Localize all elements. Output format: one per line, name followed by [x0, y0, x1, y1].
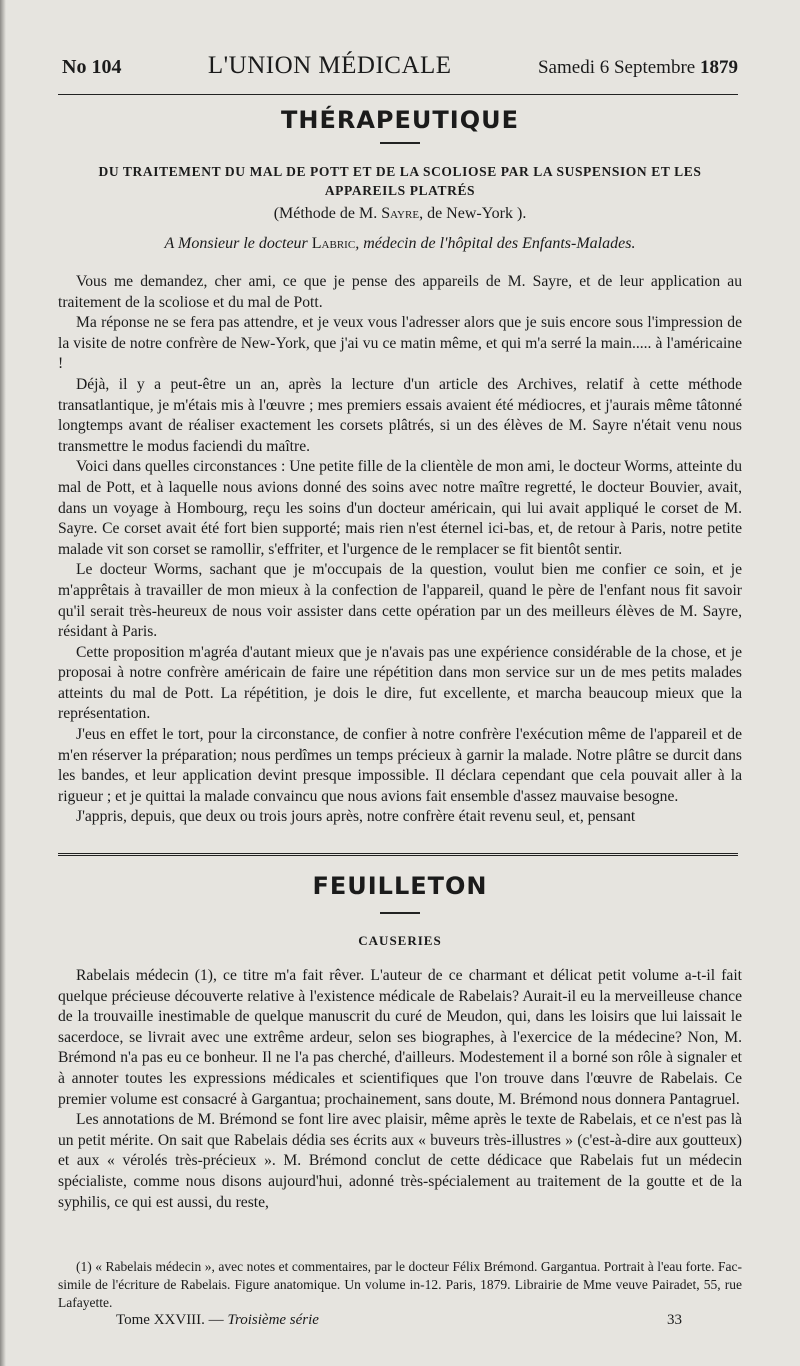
- page-number: 33: [667, 1312, 682, 1328]
- method-line: [0, 205, 800, 223]
- paragraph: Rabelais médecin (1), ce titre m'a fait rêver. L'auteur de ce charmant et délicat petit volume a-t-il fait quelque précieuse découverte relative à l'existence médicale de Rabelais? Aurait-il eu la merveilleuse chance de la trouvaille inestimable de quelque manuscrit du curé de Meudon, qui, dans les loisirs que lui laissait le sacerdoce, se livrait avec une extrême ardeur, selon ses biographes, à l'exercice de la médecine? Non, M. Brémond n'a pas eu ce bonheur. Il ne l'a pas cherché, d'ailleurs. Modestement il a borné son rôle à signaler et à annoter toutes les expressions médicales et scientifiques que l'on trouve dans l'œuvre de Rabelais. Ce premier volume est consacré à Gargantua; prochainement, sans doute, M. Brémond nous donnera Pantagruel.: [58, 967, 742, 1108]
- therapeutique-title-rule: [380, 142, 420, 144]
- paragraph: J'eus en effet le tort, pour la circonstance, de confier à notre confrère l'exécution même de l'appareil et de m'en réserver la préparation; nous perdîmes un temps précieux à garnir la malade. Notre plâtre se durcit dans les bandes, et leur application devint presque impossible. Il déclara cependant que cela pouvait aller à la rigueur ; et je quittai la malade convaincu que nous avions fait ensemble d'assez mauvaise besogne.: [58, 726, 742, 805]
- method-prefix: (Méthode de M.: [273, 205, 378, 222]
- issue-year: 1879: [699, 57, 738, 78]
- method-suffix: , de New-York ).: [419, 205, 527, 222]
- paragraph: J'appris, depuis, que deux ou trois jours après, notre confrère était revenu seul, et, pensant: [76, 808, 636, 826]
- header-rule: [58, 94, 738, 95]
- issue-date: [538, 57, 738, 79]
- issue-number: No 104: [62, 56, 122, 78]
- therapeutique-title: THÉRAPEUTIQUE: [281, 106, 519, 134]
- footer-volume: [116, 1312, 319, 1329]
- issue-date-text: Samedi 6 Septembre: [537, 57, 696, 78]
- footnote-text: (1) « Rabelais médecin », avec notes et commentaires, par le docteur Félix Brémond. Gargantua. Portrait à l'eau forte. Fac-simile de l'écriture de Rabelais. Figure anatomique. Un volume in-12. Paris, 1879. Librairie de Mme veuve Pairadet, 55, rue Lafayette.: [58, 1259, 742, 1310]
- paragraph: Cette proposition m'agréa d'autant mieux que je n'avais pas une expérience considérable de la chose, et je proposai à notre confrère américain de faire une répétition dans mon service sur un de mes petits malades atteints du mal de Pott. La répétition, je dois le dire, fut excellente, et marcha beaucoup mieux que la représentation.: [58, 643, 742, 723]
- page-footer: [116, 1312, 682, 1329]
- causeries-subtitle: CAUSERIES: [358, 933, 442, 948]
- footnote: [58, 1258, 742, 1312]
- paragraph: Déjà, il y a peut-être un an, après la lecture d'un article des Archives, relatif à cette méthode transatlantique, je m'étais mis à l'œuvre ; mes premiers essais avaient été médiocres, et j'aurais même tâtonné longtemps avant de réaliser exactement les corsets plâtrés, si un des élèves de M. Sayre n'était venu nous transmettre le modus faciendi du maître.: [58, 375, 742, 455]
- footer-series: Troisième série: [227, 1312, 319, 1328]
- page-header: [62, 52, 738, 86]
- dedication-name: Labric: [311, 235, 356, 252]
- paragraph: Les annotations de M. Brémond se font lire avec plaisir, même après le texte de Rabelais, et ce n'est pas là un petit mérite. On sait que Rabelais dédia ses écrits aux « buveurs très-illustres » (c'est-à-dire aux goutteux) et aux « vérolés très-précieux ». M. Brémond conclut de cette dédicace que Rabelais fut un médecin spécialiste, comme nous disons aujourd'hui, adonné très-spécialement au traitement de la goutte et de la syphilis, ce qui est aussi, du reste,: [58, 1111, 742, 1211]
- paragraph: Ma réponse ne se fera pas attendre, et je veux vous l'adresser alors que je suis encore sous l'impression de la visite de notre confrère de New-York, que j'ai vu ce matin même, et qui m'a serré la main..... à l'américaine !: [58, 314, 742, 373]
- paragraph: Vous me demandez, cher ami, ce que je pense des appareils de M. Sayre, et de leur application au traitement de la scoliose et du mal de Pott.: [58, 273, 742, 311]
- footer-tome: Tome XXVIII. —: [116, 1312, 224, 1328]
- method-name: Sayre: [381, 205, 420, 222]
- paragraph: Le docteur Worms, sachant que je m'occupais de la question, voulut bien me confier ce soin, et je m'apprêtais à travailler de mon mieux à la confection de l'appareil, quand le père de l'enfant nous fit savoir qu'il serait très-heureux de nous voir assister dans cette opération par un des meilleurs élèves de M. Sayre, résidant à Paris.: [58, 561, 742, 641]
- feuilleton-separator: [58, 853, 738, 856]
- therapeutique-body: [58, 272, 742, 828]
- article-title: DU TRAITEMENT DU MAL DE POTT ET DE LA SCOLIOSE PAR LA SUSPENSION ET LES APPAREILS PLATRÉS: [98, 164, 702, 198]
- dedication-line: [62, 235, 738, 253]
- dedication-prefix: A Monsieur le docteur: [164, 235, 308, 252]
- journal-title: L'UNION MÉDICALE: [207, 52, 452, 79]
- feuilleton-title-rule: [380, 912, 420, 914]
- feuilleton-title: FEUILLETON: [312, 872, 488, 900]
- paragraph: Voici dans quelles circonstances : Une petite fille de la clientèle de mon ami, le docteur Worms, atteinte du mal de Pott, et à laquelle nous avions donné des soins avec notre maître regretté, le docteur Bouvier, avait, dans un voyage à Hombourg, reçu les soins d'un docteur américain, qui lui avait appliqué le corset de M. Sayre. Ce corset avait été fort bien supporté; mais rien n'est éternel ici-bas, et, de retour à Paris, notre petite malade vit son corset se ramollir, s'effriter, et l'urgence de le remplacer se fit bientôt sentir.: [58, 458, 742, 558]
- feuilleton-body: [58, 966, 742, 1213]
- dedication-suffix: , médecin de l'hôpital des Enfants-Malades.: [355, 235, 636, 252]
